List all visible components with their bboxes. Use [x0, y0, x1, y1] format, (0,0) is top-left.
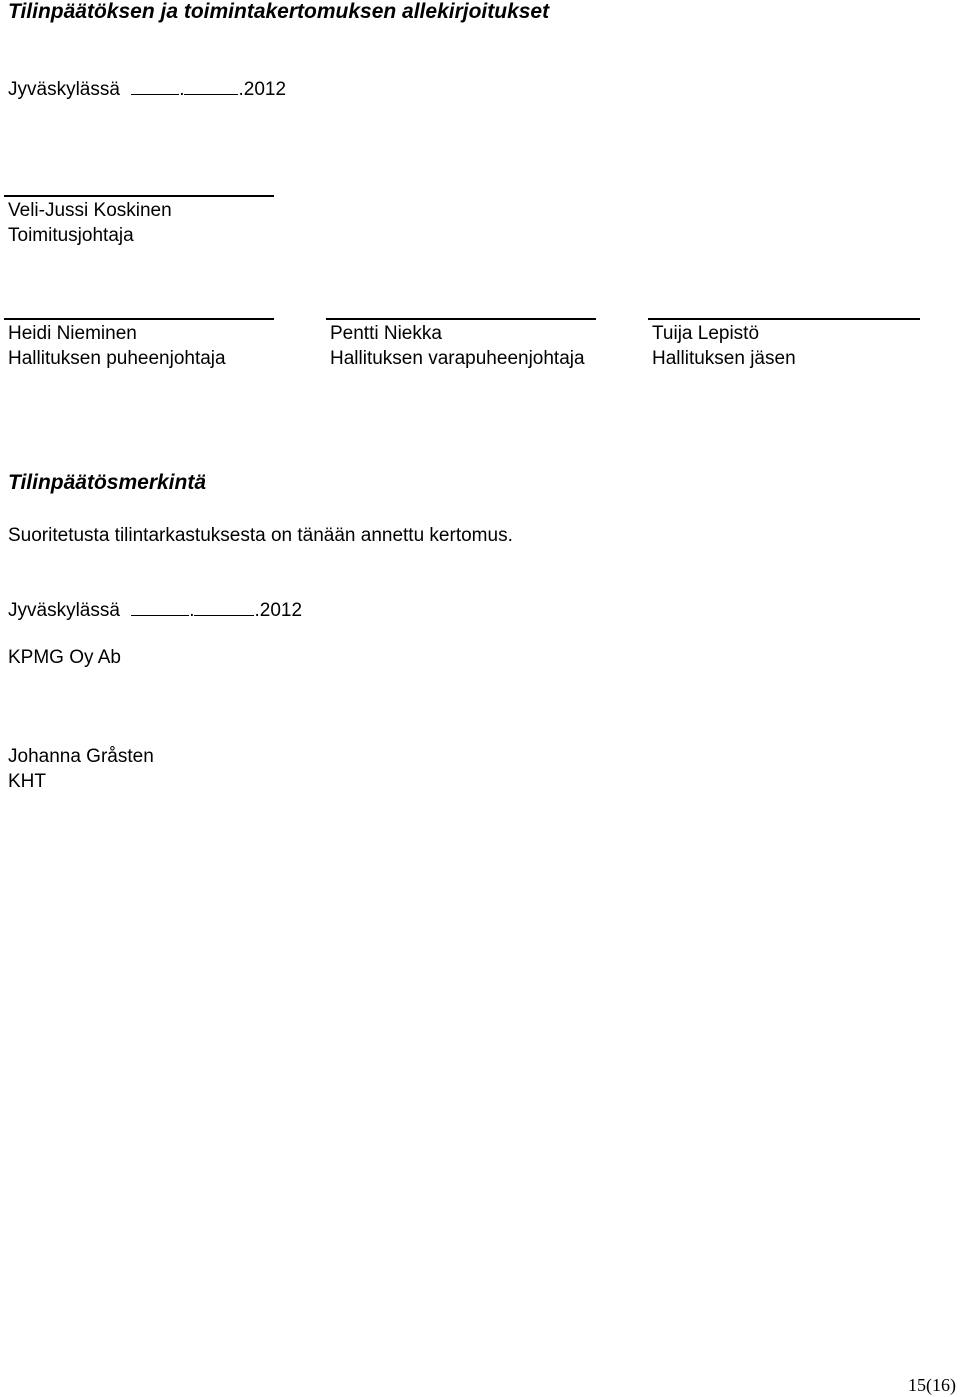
board-signature-line [648, 318, 920, 320]
year-label: .2012 [254, 600, 303, 621]
day-blank [131, 76, 179, 95]
board-member-name: Tuija Lepistö [652, 323, 760, 344]
auditor-name: Johanna Gråsten [8, 746, 154, 767]
date-separator: . [189, 600, 195, 621]
day-blank [131, 597, 189, 616]
month-blank [194, 597, 254, 616]
auditor-title: KHT [8, 771, 46, 792]
board-member-name: Pentti Niekka [330, 323, 442, 344]
page-number: 15(16) [908, 1375, 956, 1395]
ceo-name: Veli-Jussi Koskinen [8, 200, 172, 221]
ceo-signature-line [4, 195, 274, 197]
board-member-role: Hallituksen puheenjohtaja [8, 348, 226, 369]
month-blank [184, 76, 238, 95]
audit-firm: KPMG Oy Ab [8, 647, 121, 668]
place-date-line [8, 76, 286, 102]
board-signature-line [4, 318, 274, 320]
board-member-role: Hallituksen varapuheenjohtaja [330, 348, 585, 369]
board-member-name: Heidi Nieminen [8, 323, 137, 344]
board-signature-line [326, 318, 596, 320]
place-label: Jyväskylässä [8, 79, 120, 100]
ceo-role: Toimitusjohtaja [8, 225, 134, 246]
page-title: Tilinpäätöksen ja toimintakertomuksen allekirjoitukset [8, 0, 550, 23]
audit-heading: Tilinpäätösmerkintä [8, 471, 207, 494]
board-member-role: Hallituksen jäsen [652, 348, 796, 369]
audit-place-date-line [8, 597, 302, 623]
date-separator: . [179, 79, 185, 100]
year-label: .2012 [238, 79, 287, 100]
place-label: Jyväskylässä [8, 600, 120, 621]
audit-statement: Suoritetusta tilintarkastuksesta on tänään annettu kertomus. [8, 525, 513, 546]
